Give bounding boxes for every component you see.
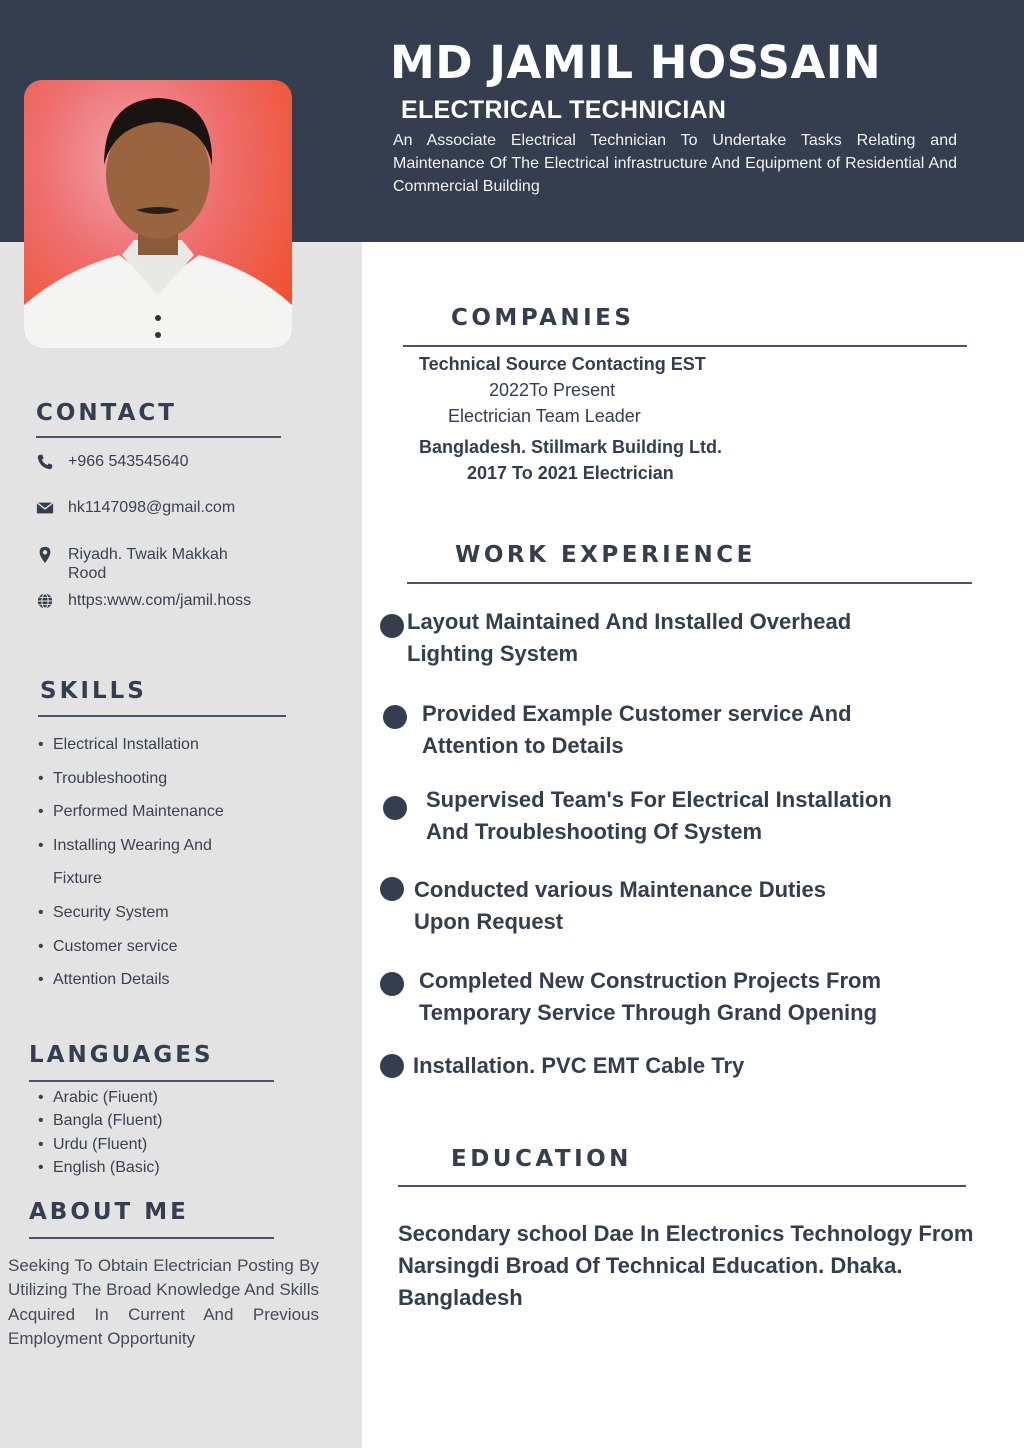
skills-heading: SKILLS (40, 678, 147, 704)
about-divider (29, 1237, 274, 1239)
experience-line-1: Provided Example Customer service And (422, 701, 852, 726)
profile-summary: An Associate Electrical Technician To Undertake Tasks Relating and Maintenance Of The Electrical infrastructure And Equipment of Residential And Commercial Building (393, 132, 957, 195)
skill-item: • Performed Maintenance (38, 795, 224, 829)
job-title: ELECTRICAL TECHNICIAN (401, 96, 727, 124)
skill-item: • Customer service (38, 930, 224, 964)
language-item: • Bangla (Fluent) (38, 1109, 162, 1132)
contact-website (36, 591, 251, 610)
language-item: • English (Basic) (38, 1156, 162, 1179)
skill-item: • Troubleshooting (38, 762, 224, 796)
language-item: • Arabic (Fiuent) (38, 1086, 162, 1109)
languages-divider (29, 1080, 274, 1082)
phone-icon (36, 453, 54, 471)
company-2-name: Bangladesh. Stillmark Building Ltd. (419, 437, 723, 457)
work-experience-divider (407, 582, 972, 584)
bullet-dot-icon (380, 614, 404, 638)
language-item: • Urdu (Fluent) (38, 1133, 162, 1156)
contact-email (36, 498, 235, 517)
company-1-role: Electrician Team Leader (448, 406, 641, 426)
experience-line-2: And Troubleshooting Of System (426, 819, 763, 844)
candidate-name: MD JAMIL HOSSAIN (390, 36, 882, 89)
address-text (68, 545, 228, 583)
mail-icon (36, 499, 54, 517)
company-2-detail: 2017 To 2021 Electrician (467, 463, 674, 483)
education-heading: EDUCATION (451, 1146, 632, 1172)
companies-divider (403, 345, 967, 347)
location-pin-icon (36, 546, 54, 564)
experience-line-1: Conducted various Maintenance Duties (414, 877, 826, 902)
education-divider (398, 1185, 966, 1187)
skills-list (38, 728, 224, 997)
profile-photo (24, 80, 292, 348)
company-1-name: Technical Source Contacting EST (419, 354, 706, 374)
contact-address (36, 545, 228, 583)
languages-list (38, 1086, 162, 1180)
contact-divider (36, 436, 281, 438)
bullet-dot-icon (380, 972, 404, 996)
work-experience-heading: WORK EXPERIENCE (455, 542, 756, 568)
experience-text (413, 1050, 744, 1082)
experience-line-1: Supervised Team's For Electrical Installation (426, 787, 892, 812)
phone-number: +966 543545640 (68, 453, 189, 470)
bullet-dot-icon (383, 705, 407, 729)
website-url[interactable]: https:www.com/jamil.hoss (68, 592, 252, 609)
experience-line-2: Temporary Service Through Grand Opening (419, 1000, 878, 1025)
education-text: Secondary school Dae In Electronics Technology From Narsingdi Broad Of Technical Education. Dhaka. Bangladesh (398, 1221, 974, 1310)
about-text: Seeking To Obtain Electrician Posting By Utilizing The Broad Knowledge And Skills Acquired In Current And Previous Employment Opportunity (8, 1256, 319, 1348)
skill-item: • Attention Details (38, 963, 224, 997)
address-line-2: Rood (68, 565, 107, 582)
address-line-1: Riyadh. Twaik Makkah (68, 546, 228, 563)
bullet-dot-icon (383, 796, 407, 820)
companies-heading: COMPANIES (451, 305, 635, 331)
skill-item-line-1: Installing Wearing And (53, 836, 212, 854)
globe-icon (36, 592, 54, 610)
skill-item (38, 829, 224, 896)
company-1-period: 2022To Present (489, 380, 616, 400)
experience-text (419, 965, 881, 1029)
skill-item: • Security System (38, 896, 224, 930)
experience-line-1: Layout Maintained And Installed Overhead (407, 609, 852, 634)
person-portrait-icon (24, 80, 292, 348)
skills-divider (38, 715, 286, 717)
experience-line-2: Upon Request (414, 909, 564, 934)
contact-phone (36, 452, 189, 471)
experience-text (414, 874, 826, 938)
bullet-dot-icon (380, 877, 404, 901)
experience-line-1: Completed New Construction Projects From (419, 968, 882, 993)
about-heading: ABOUT ME (29, 1199, 189, 1225)
experience-text (422, 698, 852, 762)
skill-item-line-2: Fixture (53, 870, 102, 888)
experience-text (407, 606, 851, 670)
email-address: hk1147098@gmail.com (68, 499, 236, 516)
experience-line-1: Installation. PVC EMT Cable Try (413, 1053, 745, 1078)
skill-item: • Electrical Installation (38, 728, 224, 762)
bullet-dot-icon (380, 1054, 404, 1078)
contact-heading: CONTACT (36, 400, 177, 426)
experience-text (426, 784, 892, 848)
languages-heading: LANGUAGES (29, 1042, 214, 1068)
experience-line-2: Lighting System (407, 641, 579, 666)
experience-line-2: Attention to Details (422, 733, 624, 758)
